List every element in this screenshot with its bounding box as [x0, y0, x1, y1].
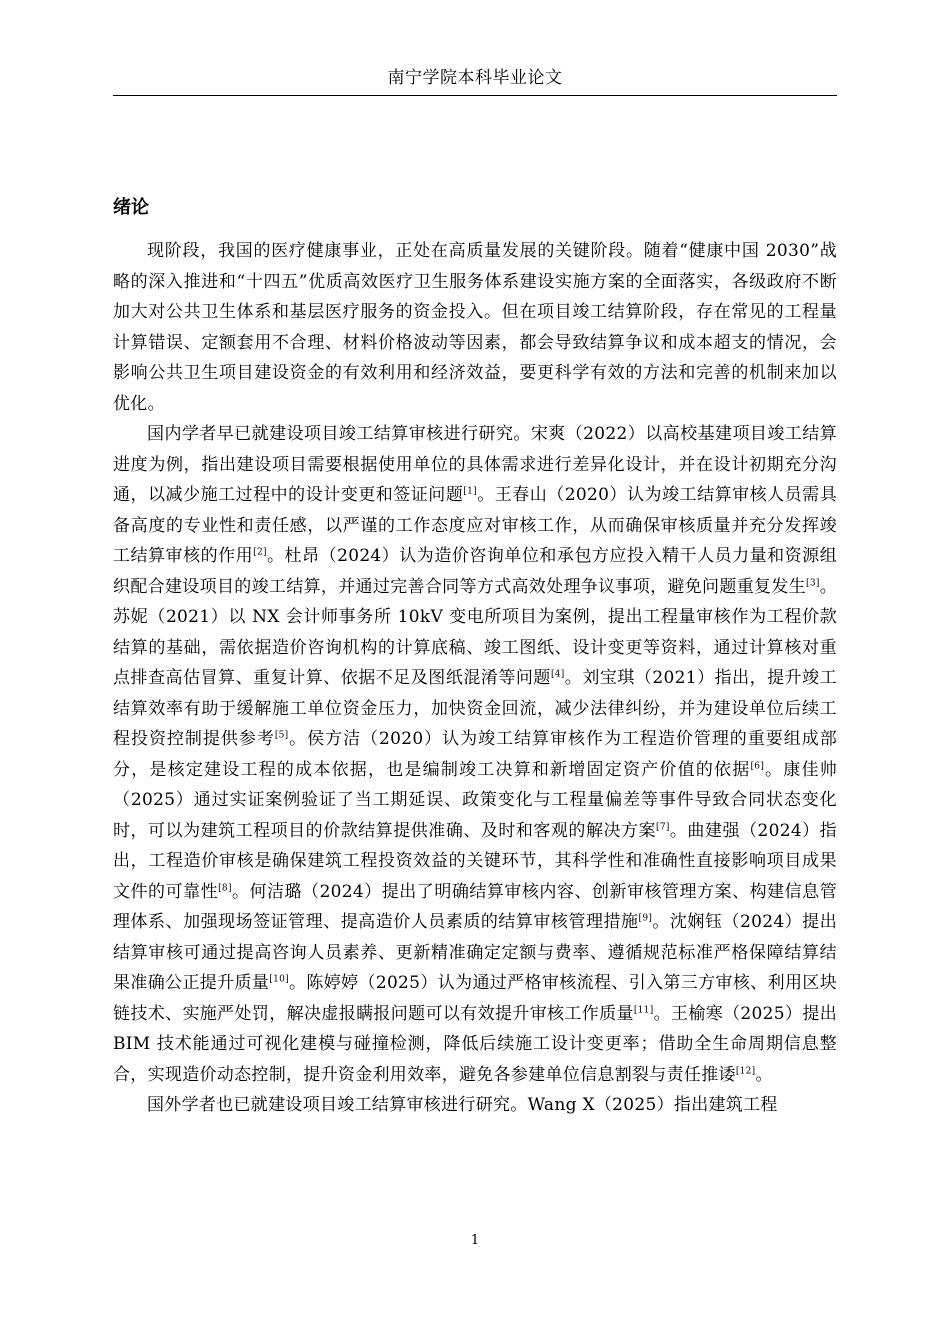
running-header: 南宁学院本科毕业论文: [387, 68, 563, 88]
citation-marker: [10]: [269, 974, 289, 985]
paragraph-text: 。王榆寒（2025）提出 BIM 技术能通过可视化建模与碰撞检测，降低后续施工设计变更率；借助全生命周期信息整合，实现造价动态控制，提升资金利用效率，避免各参建单位信息割裂与责任推诿: [113, 1003, 837, 1085]
citation-marker: [7]: [656, 821, 670, 832]
citation-marker: [11]: [633, 1004, 654, 1015]
citation-marker: [2]: [253, 547, 267, 558]
citation-marker: [6]: [750, 760, 765, 771]
paragraph-1: [113, 236, 837, 419]
paragraph-text: 现阶段，我国的医疗健康事业，正处在高质量发展的关键阶段。随着“健康中国 2030”战略的深入推进和“十四五”优质高效医疗卫生服务体系建设实施方案的全面落实，各级政府不断加大对公共卫生体系和基层医疗服务的资金投入。但在项目竣工结算阶段，存在常见的工程量计算错误、定额套用不合理、材料价格波动等因素，都会导致结算争议和成本超支的情况，会影响公共卫生项目建设资金的有效利用和经济效益，要更科学有效的方法和完善的机制来加以优化。: [113, 241, 837, 414]
paragraph-text: 国外学者也已就建设项目竣工结算审核进行研究。Wang X（2025）指出建筑工程: [147, 1095, 778, 1115]
header-divider: [113, 95, 837, 96]
section-heading: 绪论: [113, 197, 149, 218]
citation-marker: [4]: [550, 669, 565, 680]
paragraph-text: 。康佳帅（2025）通过实证案例验证了当工期延误、政策变化与工程量偏差等事件导致合同状态变化时，可以为建筑工程项目的价款结算提供准确、及时和客观的解决方案: [113, 759, 837, 841]
paragraph-text: 。陈婷婷（2025）认为通过严格审核流程、引入第三方审核、利用区块链技术、实施严处罚，解决虚报瞒报问题可以有效提升审核工作质量: [113, 973, 837, 1024]
paragraph-text: 。何洁璐（2024）提出了明确结算审核内容、创新审核管理方案、构建信息管理体系、加强现场签证管理、提高造价人员素质的结算审核管理措施: [113, 881, 837, 932]
paragraph-text: 。王春山（2020）认为竣工结算审核人员需具备高度的专业性和责任感，以严谨的工作态度应对审核工作，从而确保审核质量并充分发挥竣工结算审核的作用: [113, 485, 837, 566]
paragraph-text: 。刘宝琪（2021）指出，提升竣工结算效率有助于缓解施工单位资金压力，加快资金回流，减少法律纠纷，并为建设单位后续工程投资控制提供参考: [113, 668, 837, 749]
paragraph-text: 国内学者早已就建设项目竣工结算审核进行研究。宋爽（2022）以高校基建项目竣工结算进度为例，指出建设项目需要根据使用单位的具体需求进行差异化设计，并在设计初期充分沟通，以减少施工过程中的设计变更和签证问题: [113, 424, 837, 505]
citation-marker: [9]: [638, 913, 653, 924]
body-text: [113, 236, 837, 1121]
citation-marker: [1]: [463, 486, 477, 497]
citation-marker: [12]: [735, 1065, 756, 1076]
paragraph-text: 。沈娴钰（2024）提出结算审核可通过提高咨询人员素养、更新精准确定定额与费率、遵循规范标准严格保障结算结果准确公正提升质量: [113, 912, 837, 993]
paragraph-text: 。: [755, 1064, 773, 1085]
paragraph-3: [113, 1090, 837, 1121]
paragraph-text: 。杜昂（2024）认为造价咨询单位和承包方应投入精干人员力量和资源组织配合建设项目的竣工结算，并通过完善合同等方式高效处理争议事项，避免问题重复发生: [113, 546, 837, 597]
page-number: 1: [470, 1233, 480, 1248]
paragraph-text: 。曲建强（2024）指出，工程造价审核是确保建筑工程投资效益的关键环节，其科学性和准确性直接影响项目成果文件的可靠性: [113, 820, 837, 902]
citation-marker: [5]: [274, 730, 289, 741]
paragraph-text: 。苏妮（2021）以 NX 会计师事务所 10kV 变电所项目为案例，提出工程量审核作为工程价款结算的基础，需依据造价咨询机构的计算底稿、竣工图纸、设计变更等资料，通过计算核对重点排查高估冒算、重复计算、依据不足及图纸混淆等问题: [113, 576, 837, 688]
paragraph-2: [113, 419, 837, 1090]
citation-marker: [8]: [218, 882, 232, 893]
paragraph-text: 。侯方洁（2020）认为竣工结算审核作为工程造价管理的重要组成部分，是核定建设工程的成本依据，也是编制竣工决算和新增固定资产价值的依据: [113, 729, 837, 780]
citation-marker: [3]: [806, 577, 820, 588]
